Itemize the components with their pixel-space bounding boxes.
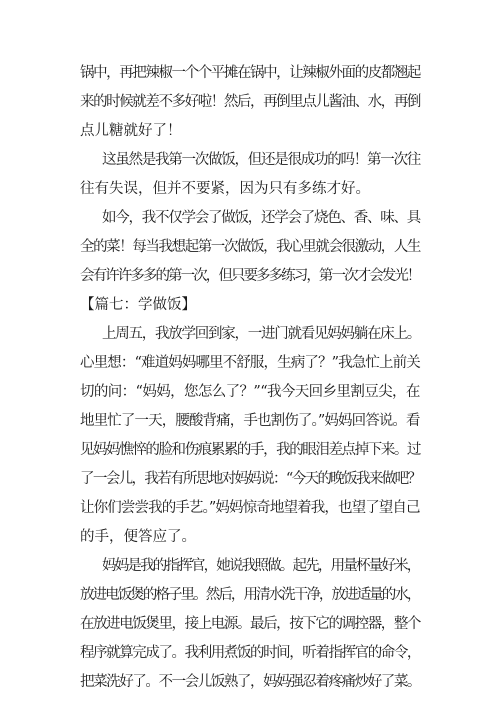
text-line: 让你们尝尝我的手艺。”妈妈惊奇地望着我，也望了望自己 (80, 500, 420, 516)
section-heading: 【篇七：学做饭】 (80, 297, 196, 313)
text-line: 了一会儿，我若有所思地对妈妈说：“今天的晚饭我来做吧？ (80, 471, 421, 487)
text-line: 来的时候就差不多好啦！然后，再倒里点儿酱油、水，再倒 (80, 94, 420, 110)
text-line: 切的问：“妈妈，您怎么了？”“我今天回乡里割豆尖，在 (80, 384, 420, 400)
text-line: 往有失误，但并不要紧，因为只有多练才好。 (80, 181, 370, 197)
text-line: 会有许许多多的第一次，但只要多多练习，第一次才会发光！ (80, 268, 420, 284)
text-line: 的手，便答应了。 (80, 529, 196, 545)
text-line: 心里想：“难道妈妈哪里不舒服，生病了？”我急忙上前关 (80, 355, 420, 371)
text-line: 全的菜！每当我想起第一次做饭，我心里就会很激动，人生 (80, 239, 420, 255)
text-line: 放进电饭煲的格子里。然后，用清水洗干净，放进适量的水， (80, 587, 420, 603)
text-line: 点儿糖就好了！ (80, 123, 182, 139)
paragraph-start-line: 妈妈是我的指挥官，她说我照做。起先，用量杯量好米， (102, 558, 420, 574)
paragraph-start-line: 如今，我不仅学会了做饭，还学会了烧色、香、味、具 (102, 210, 420, 226)
text-line: 在放进电饭煲里，接上电源。最后，按下它的调控器，整个 (80, 616, 420, 632)
text-line: 把菜洗好了。不一会儿饭熟了，妈妈强忍着疼痛炒好了菜。 (80, 674, 420, 690)
text-line: 地里忙了一天，腰酸背痛，手也割伤了。”妈妈回答说。看 (80, 413, 420, 429)
paragraph-start-line: 上周五，我放学回到家，一进门就看见妈妈躺在床上。 (102, 326, 420, 342)
paragraph-start-line: 这虽然是我第一次做饭，但还是很成功的吗！第一次往 (102, 152, 420, 168)
text-line: 见妈妈憔悴的脸和伤痕累累的手，我的眼泪差点掉下来。过 (80, 442, 420, 458)
text-line: 程序就算完成了。我利用煮饭的时间，听着指挥官的命令， (80, 645, 420, 661)
text-line: 锅中，再把辣椒一个个平摊在锅中，让辣椒外面的皮都翘起 (80, 65, 420, 81)
